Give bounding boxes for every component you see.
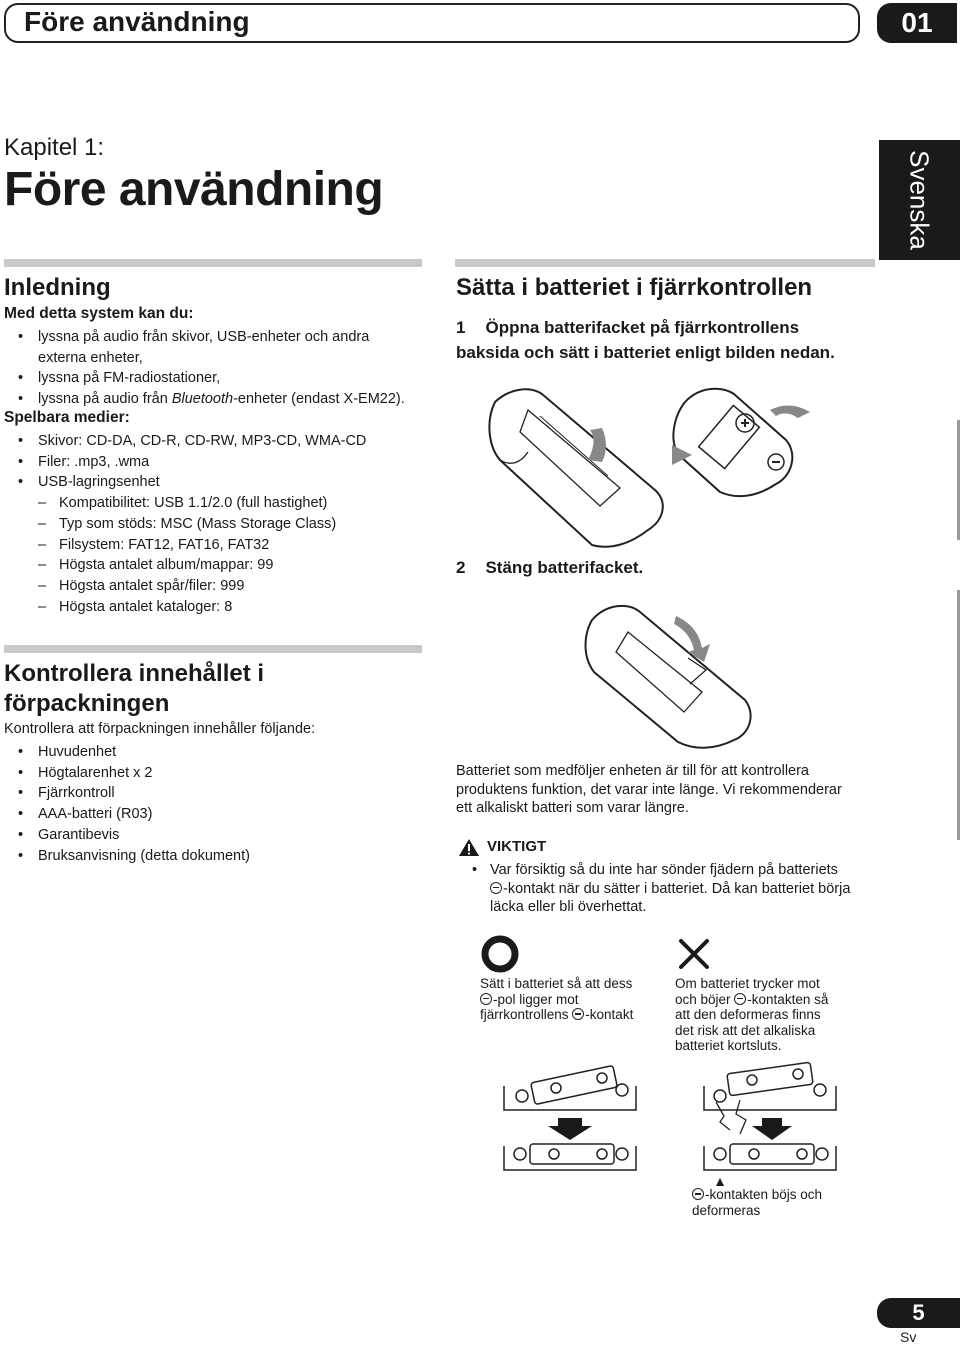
list-item: – Högsta antalet spår/filer: 999 (4, 576, 424, 597)
package-list (4, 742, 424, 866)
list-item: • Bruksanvisning (detta dokument) (4, 846, 424, 867)
arrow-down-icon (752, 1118, 792, 1140)
chapter-title: Före användning (4, 163, 384, 216)
list-item: • Garantibevis (4, 825, 424, 846)
wrong-battery-diagram (700, 1060, 840, 1190)
list-item: – Kompatibilitet: USB 1.1/2.0 (full hastighet) (4, 493, 424, 514)
correct-caption: Sätt i batteriet så att dess -pol ligger mot fjärrkontrollens -kontakt (480, 976, 634, 1022)
inledning-intro: Med detta system kan du: (4, 305, 194, 322)
capabilities-list (4, 327, 424, 410)
section-rule (455, 259, 875, 267)
step-2: 2 Stäng batterifacket. (456, 558, 644, 577)
minus-icon (692, 1188, 704, 1200)
chapter-label: Kapitel 1: (4, 134, 105, 161)
important-text: • Var försiktig så du inte har sönder fjädern på batteriets -kontakt när du sätter i batteriet. Då kan batteriet börja läcka eller bli överhettat. (472, 862, 851, 915)
list-item: • Huvudenhet (4, 742, 424, 763)
wrong-caption: Om batteriet trycker mot och böjer -kontakten så att den deformeras finns det risk att det alkaliska batteriet kortsluts. (675, 976, 829, 1053)
list-item: – Högsta antalet album/mappar: 99 (4, 555, 424, 576)
deform-caption: -kontakten böjs och deformeras (692, 1187, 823, 1218)
chapter-number-badge: 01 (877, 3, 957, 43)
minus-icon (480, 993, 492, 1005)
list-item: • AAA-batteri (R03) (4, 804, 424, 825)
list-item: • Högtalarenhet x 2 (4, 763, 424, 784)
list-item: • lyssna på audio från Bluetooth-enheter (endast X-EM22). (4, 389, 424, 410)
list-item: • Fjärrkontroll (4, 783, 424, 804)
list-item: • USB-lagringsenhet (4, 472, 424, 493)
media-heading: Spelbara medier: (4, 409, 130, 426)
section-rule (4, 259, 422, 267)
page-language: Sv (900, 1329, 917, 1345)
package-heading: Kontrollera innehållet i förpackningen (4, 660, 265, 717)
list-item: • Filer: .mp3, .wma (4, 452, 424, 473)
list-item: – Filsystem: FAT12, FAT16, FAT32 (4, 535, 424, 556)
list-item: – Typ som stöds: MSC (Mass Storage Class) (4, 514, 424, 535)
package-intro: Kontrollera att förpackningen innehåller följande: (4, 721, 316, 737)
list-item: • lyssna på FM-radiostationer, (4, 368, 424, 389)
wrong-cross-icon (677, 937, 711, 971)
correct-battery-diagram (500, 1060, 640, 1180)
arrow-curve-icon (770, 405, 810, 418)
arrow-down-icon (548, 1118, 592, 1140)
arrow-up-icon (716, 1178, 724, 1186)
step-1: 1 Öppna batterifacket på fjärrkontrollens baksida och sätt i batteriet enligt bilden nedan. (456, 318, 835, 362)
page-number: 5 (877, 1298, 960, 1328)
section-rule (4, 645, 422, 653)
close-compartment-illustration (580, 600, 760, 750)
media-list (4, 431, 424, 617)
minus-icon (572, 1008, 584, 1020)
battery-note: Batteriet som medföljer enheten är till för att kontrollera produktens funktion, det varar inte länge. Vi rekommenderar ett alkaliskt batteri som varar längre. (456, 763, 842, 816)
warning-icon (458, 838, 480, 857)
list-item: – Högsta antalet kataloger: 8 (4, 597, 424, 618)
list-item: • Skivor: CD-DA, CD-R, CD-RW, MP3-CD, WMA-CD (4, 431, 424, 452)
important-label: VIKTIGT (487, 838, 547, 855)
inledning-heading: Inledning (4, 274, 111, 301)
header-title: Före användning (24, 6, 250, 37)
language-tab-label: Svenska (904, 150, 935, 250)
correct-circle-icon (481, 935, 519, 973)
battery-heading: Sätta i batteriet i fjärrkontrollen (456, 274, 813, 301)
minus-icon (734, 993, 746, 1005)
minus-icon (490, 882, 502, 894)
open-compartment-illustration (480, 380, 820, 570)
language-tab (879, 140, 960, 260)
list-item: • lyssna på audio från skivor, USB-enheter och andra externa enheter, (4, 327, 424, 368)
